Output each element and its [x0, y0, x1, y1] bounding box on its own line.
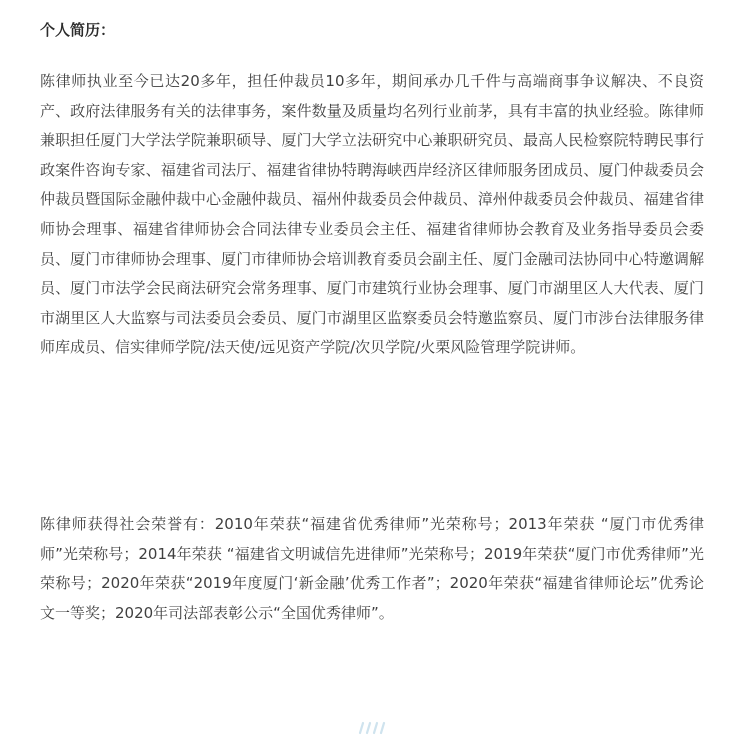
- slash-mark: [367, 723, 370, 733]
- slash-divider-graphic: [354, 718, 394, 738]
- slash-mark: [381, 723, 384, 733]
- slash-divider-icon: [354, 718, 394, 738]
- slash-mark: [374, 723, 377, 733]
- bio-paragraph: 陈律师执业至今已达20多年，担任仲裁员10多年，期间承办几千件与高端商事争议解决、不良资产、政府法律服务有关的法律事务，案件数量及质量均名列行业前茅，具有丰富的执业经验。陈律师兼职担任厦门大学法学院兼职硕导、厦门大学立法研究中心兼职研究员、最高人民检察院特聘民事行政案件咨询专家、福建省司法厅、福建省律协特聘海峡西岸经济区律师服务团成员、厦门仲裁委员会仲裁员暨国际金融仲裁中心金融仲裁员、福州仲裁委员会仲裁员、漳州仲裁委员会仲裁员、福建省律师协会理事、福建省律师协会合同法律专业委员会主任、福建省律师协会教育及业务指导委员会委员、厦门市律师协会理事、厦门市律师协会培训教育委员会副主任、厦门金融司法协同中心特邀调解员、厦门市法学会民商法研究会常务理事、厦门市建筑行业协会理事、厦门市湖里区人大代表、厦门市湖里区人大监察与司法委员会委员、厦门市湖里区监察委员会特邀监察员、厦门市涉台法律服务律师库成员、信实律师学院/法天使/远见资产学院/次贝学院/火栗风险管理学院讲师。: [40, 72, 704, 357]
- honors-paragraph: 陈律师获得社会荣誉有：2010年荣获“福建省优秀律师”光荣称号；2013年荣获 “厦门市优秀律师”光荣称号；2014年荣获 “福建省文明诚信先进律师”光荣称号；2019年荣获“厦门市优秀律师”光荣称号；2020年荣获“2019年度厦门‘新金融’优秀工作者”；2020年荣获“福建省律师论坛”优秀论文一等奖；2020年司法部表彰公示“全国优秀律师”。: [40, 515, 704, 622]
- slash-mark: [360, 723, 363, 733]
- section-heading: 个人简历：: [40, 21, 116, 39]
